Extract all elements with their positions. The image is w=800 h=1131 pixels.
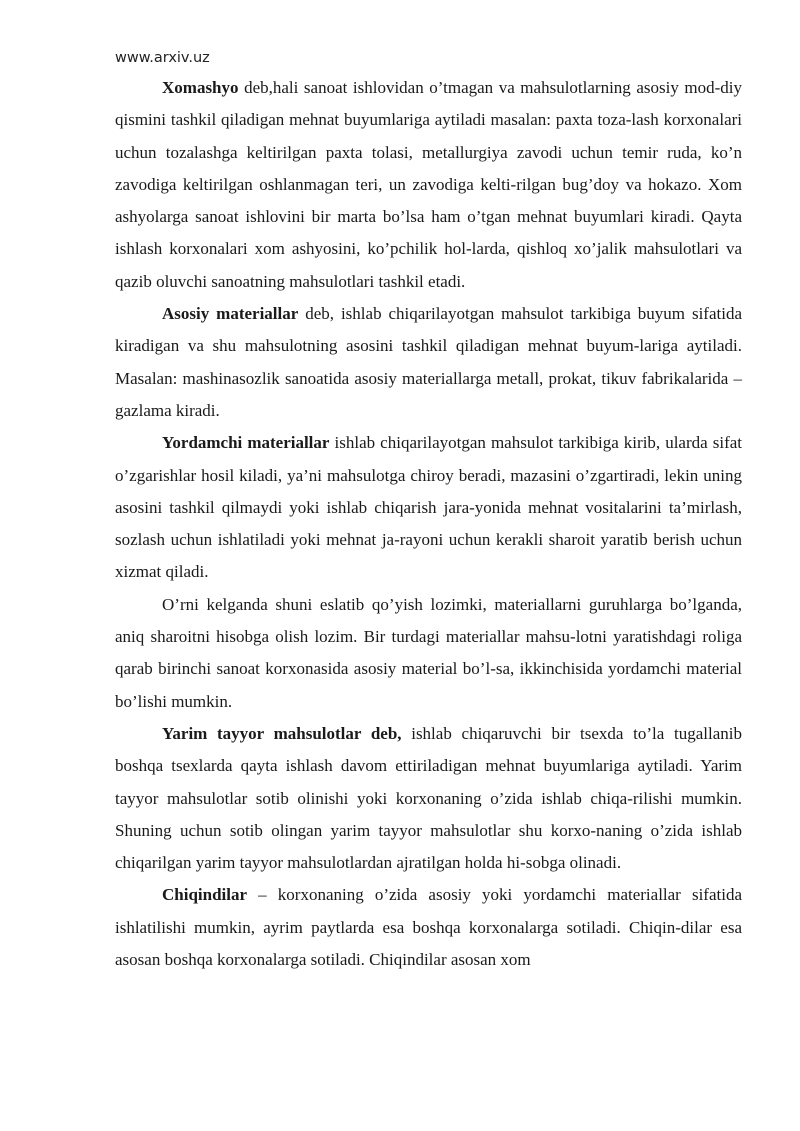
- term-heading: Asosiy materiallar: [162, 304, 299, 324]
- document-body: [115, 72, 742, 976]
- term-heading: Yarim tayyor mahsulotlar deb,: [162, 723, 402, 743]
- paragraph-text: – korxonaning o’zida asosiy yoki yordamchi materiallar sifatida ishlatilishi mumkin, ayrim paytlarda esa boshqa korxonalarga sotiladi. Chiqin-dilar esa asosan boshqa korxonalarga sotiladi. Chiqindilar asosan xom: [115, 885, 742, 970]
- paragraph-text: deb, ishlab chiqarilayotgan mahsulot tarkibiga buyum sifatida kiradigan va shu mahsulotning asosini tashkil qiladigan mehnat buyum-lariga aytiladi. Masalan: mashinasozlik sanoatida asosiy materiallarga metall, prokat, tikuv fabrikalarida – gazlama kiradi.: [115, 304, 742, 420]
- paragraph-yordamchi-materiallar: [115, 427, 742, 588]
- paragraph-text: deb,hali sanoat ishlovidan o’tmagan va mahsulotlarning asosiy mod-diy qismini tashkil qiladigan mehnat buyumlariga aytiladi masalan: paxta toza-lash korxonalari uchun tozalashga keltirilgan paxta tolasi, metallurgiya zavodi uchun temir ruda, ko’n zavodiga keltirilgan oshlanmagan teri, un zavodiga kelti-rilgan bug’doy va hokazo. Xom ashyolarga sanoat ishlovini bir marta bo’lsa ham o’tgan mehnat buyumlari kiradi. Qayta ishlash korxonalari xom ashyosini, ko’pchilik hol-larda, qishloq xo’jalik mahsulotlari va qazib oluvchi sanoatning mahsulotlari tashkil etadi.: [115, 78, 742, 291]
- paragraph-asosiy-materiallar: [115, 298, 742, 427]
- term-heading: Chiqindilar: [162, 885, 248, 905]
- site-watermark[interactable]: www.arxiv.uz: [115, 50, 210, 66]
- paragraph-chiqindilar: [115, 879, 742, 976]
- paragraph-text: ishlab chiqarilayotgan mahsulot tarkibiga kirib, ularda sifat o’zgarishlar hosil kiladi, ya’ni mahsulotga chiroy beradi, mazasini o’zgartiradi, lekin uning asosini tashkil qilmaydi yoki ishlab chiqarish jara-yonida mehnat vositalarini ta’mirlash, sozlash uchun ishlatiladi yoki mehnat ja-rayoni uchun kerakli sharoit yaratib berish uchun xizmat qiladi.: [115, 433, 743, 582]
- paragraph-yarim-tayyor: [115, 718, 742, 879]
- term-heading: Xomashyo: [162, 78, 239, 97]
- paragraph-note: [115, 589, 742, 718]
- paragraph-xomashyo: [115, 72, 742, 298]
- term-heading: Yordamchi materiallar: [162, 433, 330, 453]
- paragraph-text: O’rni kelganda shuni eslatib qo’yish lozimki, materiallarni guruhlarga bo’lganda, aniq sharoitni hisobga olish lozim. Bir turdagi materiallar mahsu-lotni yaratishdagi roliga qarab birinchi sanoat korxonasida asosiy material bo’l-sa, ikkinchisida yordamchi material bo’lishi mumkin.: [115, 594, 742, 711]
- paragraph-text: ishlab chiqaruvchi bir tsexda to’la tugallanib boshqa tsexlarda qayta ishlash davom ettiriladigan mehnat buyumlariga aytiladi. Yarim tayyor mahsulotlar sotib olinishi yoki korxonaning o’zida ishlab chiqa-rilishi mumkin. Shuning uchun sotib olingan yarim tayyor mahsulotlar shu korxo-naning o’zida ishlab chiqarilgan yarim tayyor mahsulotlardan ajratilgan holda hi-sobga olinadi.: [115, 723, 742, 873]
